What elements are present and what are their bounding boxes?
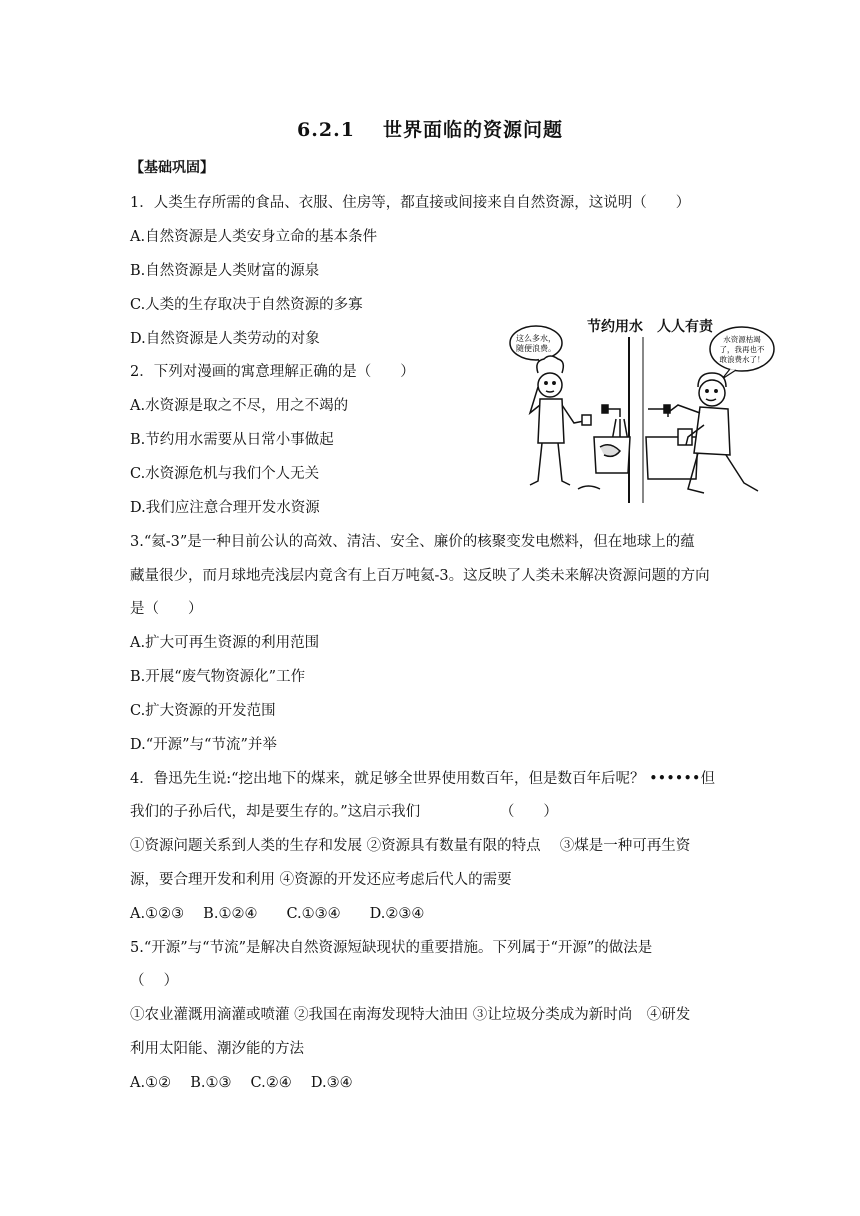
page-title (0, 115, 860, 142)
left-bubble-line-2: 随便浪费。 (516, 344, 556, 353)
question-1-stem: 1．人类生存所需的食品、衣服、住房等，都直接或间接来自自然资源，这说明（ ） (130, 195, 691, 211)
question-3-stem-line-1: 3.“氦-3”是一种目前公认的高效、清洁、安全、廉价的核聚变发电燃料，但在地球上的蕴 (130, 534, 695, 550)
section-heading: 【基础巩固】 (130, 160, 214, 176)
question-4-statements-line-2: 源，要合理开发和利用 ④资源的开发还应考虑后代人的需要 (130, 872, 512, 888)
question-3-option-c: C.扩大资源的开发范围 (130, 703, 276, 719)
question-4-stem-line-1: 4．鲁迅先生说:“挖出地下的煤来，就足够全世界使用数百年，但是数百年后呢？ ••••••但 (130, 771, 715, 787)
question-1-option-c: C.人类的生存取决于自然资源的多寡 (130, 297, 363, 313)
question-5-stem-line-2: （ ） (130, 973, 179, 989)
question-3-option-b: B.开展“废气物资源化”工作 (130, 669, 306, 685)
question-3-stem-line-2: 藏量很少，而月球地壳浅层内竟含有上百万吨氦-3。这反映了人类未来解决资源问题的方向 (130, 568, 710, 584)
question-2-option-b: B.节约用水需要从日常小事做起 (130, 432, 334, 448)
right-bubble-line-3: 敢浪费水了！ (719, 355, 765, 364)
question-5-options: A.①② B.①③ C.②④ D.③④ (130, 1075, 353, 1091)
question-2-option-c: C.水资源危机与我们个人无关 (130, 466, 320, 482)
cartoon-heading: 节约用水 人人有责 (587, 319, 713, 335)
question-4-statements-line-1: ①资源问题关系到人类的生存和发展 ②资源具有数量有限的特点 ③煤是一种可再生资 (130, 838, 691, 854)
question-4-stem-line-2: 我们的子孙后代，却是要生存的。”这启示我们 （ ） (130, 804, 558, 820)
question-1-option-d: D.自然资源是人类劳动的对象 (130, 331, 320, 347)
right-bubble-line-1: 水资源枯竭 (723, 335, 761, 344)
question-2-option-d: D.我们应注意合理开发水资源 (130, 500, 320, 516)
question-5-statements-line-2: 利用太阳能、潮汐能的方法 (130, 1041, 304, 1057)
question-5-stem-line-1: 5.“开源”与“节流”是解决自然资源短缺现状的重要措施。下列属于“开源”的做法是 (130, 940, 653, 956)
question-2-option-a: A.水资源是取之不尽，用之不竭的 (130, 398, 349, 414)
question-2-stem: 2．下列对漫画的寓意理解正确的是（ ） (130, 364, 415, 380)
title-text: 世界面临的资源问题 (382, 119, 563, 141)
left-bubble-line-1: 这么多水， (516, 334, 556, 343)
question-1-option-a: A.自然资源是人类安身立命的基本条件 (130, 229, 378, 245)
question-5-statements-line-1: ①农业灌溉用滴灌或喷灌 ②我国在南海发现特大油田 ③让垃圾分类成为新时尚 ④研发 (130, 1007, 691, 1023)
question-3-stem-line-3: 是（ ） (130, 601, 203, 617)
question-4-options: A.①②③ B.①②④ C.①③④ D.②③④ (130, 906, 425, 922)
question-1-option-b: B.自然资源是人类财富的源泉 (130, 263, 320, 279)
title-number: 6.2.1 (297, 119, 355, 141)
question-3-option-a: A.扩大可再生资源的利用范围 (130, 635, 320, 651)
water-saving-cartoon (508, 313, 776, 505)
right-bubble-line-2: 了，我再也不 (719, 345, 765, 354)
question-3-option-d: D.“开源”与“节流”并举 (130, 737, 277, 753)
